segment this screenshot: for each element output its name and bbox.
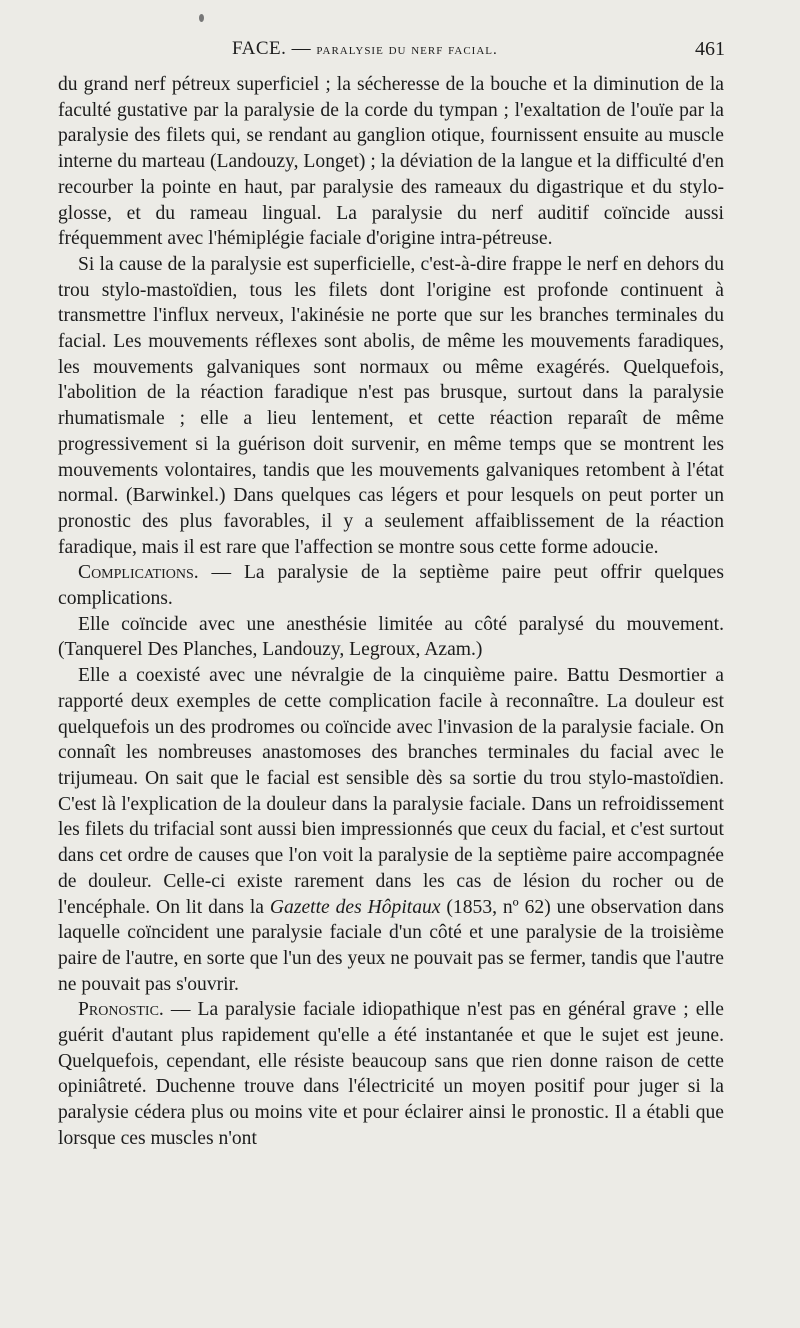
neuralgia-text-b: (1853, nº 62) une observation dans laquelle coïncident une paralysie faciale d'un côté et une paralysie de la troisième paire de l'autre, en sorte que l'un des yeux ne pouvait pas se fermer, tandis que l'autre ne pouvait pas s'ouvrir. [58,896,724,995]
ink-speck [199,14,204,22]
body-text [58,72,724,1152]
header-subtitle: paralysie du nerf facial. [316,42,498,58]
paragraph-superficial-cause: Si la cause de la paralysie est superficielle, c'est-à-dire frappe le nerf en dehors du trou stylo-mastoïdien, tous les filets dont l'origine est profonde continuent à transmettre l'influx nerveux, l'akinésie ne porte que sur les branches terminales du facial. Les mouvements réflexes sont abolis, de même les mouvements faradiques, les mouvements galvaniques sont normaux ou même exagérés. Quelquefois, l'abolition de la réaction faradique n'est pas brusque, surtout dans la paralysie rhumatismale ; elle a lieu lentement, et cette réaction reparaît de même progressivement si la guérison doit survenir, en même temps que se montrent les mouvements volontaires, tandis que les mouvements galvaniques retombent à l'état normal. (Barwinkel.) Dans quelques cas légers et pour lesquels on peut porter un pronostic des plus favorables, il y a seulement affaiblissement de la réaction faradique, mais il est rare que l'affection se montre sous cette forme adoucie. [58,253,724,558]
paragraph-neuralgia [58,663,724,997]
header-dash: — [286,38,317,59]
paragraph-complications [58,560,724,611]
paragraph-anesthesia: Elle coïncide avec une anesthésie limitée au côté paralysé du mouvement. (Tanquerel Des Planches, Landouzy, Legroux, Azam.) [58,613,724,661]
section-label-prognosis: Pronostic. [78,999,164,1021]
complications-text: — La paralysie de la septième paire peut offrir quelques complications. [58,562,724,610]
section-label-complications: Complications. [78,562,199,584]
page-number: 461 [695,38,725,60]
paragraph-continuation: du grand nerf pétreux superficiel ; la sécheresse de la bouche et la diminution de la faculté gustative par la paralysie de la corde du tympan ; l'exaltation de l'ouïe par la paralysie des filets qui, se rendant au ganglion otique, fournissent ensuite au muscle interne du marteau (Landouzy, Longet) ; la déviation de la langue et la difficulté d'en recourber la pointe en haut, par paralysie des rameaux du digastrique et du stylo-glosse, et du rameau lingual. La paralysie du nerf auditif coïncide aussi fréquemment avec l'hémiplégie faciale d'origine intra-pétreuse. [58,74,724,250]
neuralgia-text-a: Elle a coexisté avec une névralgie de la cinquième paire. Battu Desmortier a rapporté deux exemples de cette complication facile à reconnaître. La douleur est quelquefois un des prodromes ou coïncide avec l'invasion de la paralysie faciale. On connaît les nombreuses anastomoses des branches terminales du facial avec le trijumeau. On sait que le facial est sensible dès sa sortie du trou stylo-mastoïdien. C'est là l'explication de la douleur dans la paralysie faciale. Dans un refroidissement les filets du trifacial sont aussi bien impressionnés que ceux du facial, et c'est surtout dans cet ordre de causes que l'on voit la paralysie de la septième paire accompagnée de douleur. Celle-ci existe rarement dans les cas de lésion du rocher ou de l'encéphale. On lit dans la [58,665,724,918]
running-title [232,38,498,60]
header-title: FACE. [232,38,287,59]
running-header [60,38,725,68]
journal-title: Gazette des Hôpitaux [269,896,441,918]
prognosis-text: — La paralysie faciale idiopathique n'est pas en général grave ; elle guérit d'autant plus rapidement qu'elle a été instantanée et que le sujet est jeune. Quelquefois, cependant, elle résiste beaucoup sans que rien donne raison de cette opiniâtreté. Duchenne trouve dans l'électricité un moyen positif pour juger si la paralysie cédera plus ou moins vite et pour éclairer ainsi le pronostic. Il a établi que lorsque ces muscles n'ont [58,999,724,1149]
paragraph-prognosis [58,997,724,1151]
